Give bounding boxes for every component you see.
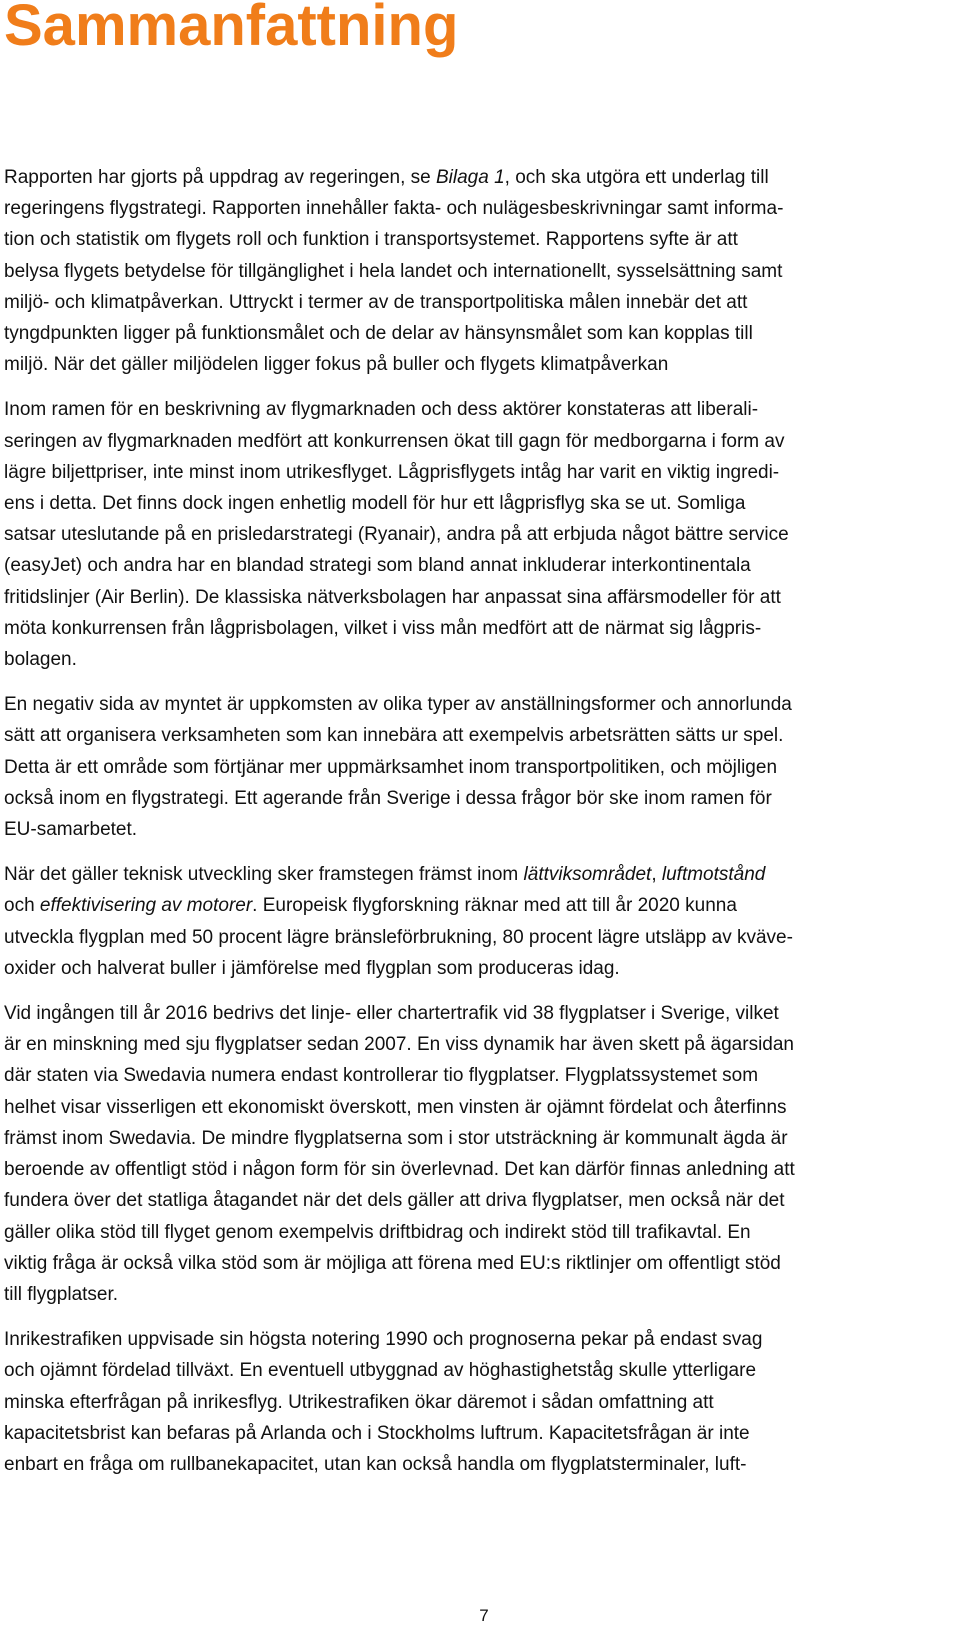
text-line (4, 953, 946, 984)
text-line (4, 349, 946, 380)
text-line (4, 814, 946, 845)
body-text (4, 162, 946, 1494)
text-line (4, 1418, 946, 1449)
text-run: gäller olika stöd till flyget genom exempelvis driftbidrag och indirekt stöd till trafikavtal. En (4, 1221, 751, 1243)
text-line (4, 1029, 946, 1060)
text-line (4, 256, 946, 287)
paragraph (4, 998, 946, 1310)
text-line (4, 193, 946, 224)
paragraph (4, 689, 946, 845)
text-run: där staten via Swedavia numera endast kontrollerar tio flygplatser. Flygplatssystemet som (4, 1065, 759, 1087)
text-run: En negativ sida av myntet är uppkomsten av olika typer av anställningsformer och annorlunda (4, 694, 792, 716)
text-line (4, 287, 946, 318)
text-line (4, 394, 946, 425)
text-line (4, 550, 946, 581)
text-run: till flygplatser. (4, 1283, 119, 1305)
text-line (4, 1060, 946, 1091)
page-title: Sammanfattning (4, 0, 459, 58)
text-line (4, 922, 946, 953)
text-run: EU-samarbetet. (4, 819, 138, 841)
text-run: Inom ramen för en beskrivning av flygmarknaden och dess aktörer konstateras att liberali- (4, 399, 759, 421)
text-run: (easyJet) och andra har en blandad strategi som bland annat inkluderar interkontinentala (4, 555, 751, 577)
text-line (4, 1279, 946, 1310)
text-run: miljö- och klimatpåverkan. Uttryckt i termer av de transportpolitiska målen innebär det att (4, 291, 748, 313)
text-line (4, 457, 946, 488)
text-run: , (651, 864, 662, 886)
text-run: fundera över det statliga åtagandet när det dels gäller att driva flygplatser, men också när det (4, 1190, 785, 1212)
text-line (4, 1217, 946, 1248)
italic-text: lättviksområdet (523, 864, 652, 886)
text-line (4, 1092, 946, 1123)
text-run: tyngdpunkten ligger på funktionsmålet och de delar av hänsynsmålet som kan kopplas till (4, 323, 753, 345)
paragraph (4, 859, 946, 984)
text-run: . Europeisk flygforskning räknar med att till år 2020 kunna (252, 895, 737, 917)
text-run: oxider och halverat buller i jämförelse med flygplan som produceras idag. (4, 957, 620, 979)
text-line (4, 689, 946, 720)
text-line (4, 613, 946, 644)
text-line (4, 1449, 946, 1480)
text-run: tion och statistik om flygets roll och funktion i transportsystemet. Rapportens syfte är att (4, 229, 738, 251)
text-run: möta konkurrensen från lågprisbolagen, vilket i viss mån medfört att de närmat sig lågpris- (4, 617, 762, 639)
text-line (4, 519, 946, 550)
page-number: 7 (479, 1606, 489, 1625)
text-line (4, 1185, 946, 1216)
text-line (4, 1123, 946, 1154)
text-run: viktig fråga är också vilka stöd som är möjliga att förena med EU:s riktlinjer om offentligt stöd (4, 1252, 781, 1274)
paragraph (4, 394, 946, 675)
text-line (4, 859, 946, 890)
text-line (4, 582, 946, 613)
text-line (4, 1324, 946, 1355)
text-line (4, 488, 946, 519)
text-run: enbart en fråga om rullbanekapacitet, utan kan också handla om flygplatsterminaler, luft- (4, 1453, 747, 1475)
text-run: kapacitetsbrist kan befaras på Arlanda och i Stockholms luftrum. Kapacitetsfrågan är inte (4, 1422, 750, 1444)
text-run: Vid ingången till år 2016 bedrivs det linje- eller chartertrafik vid 38 flygplatser i Sverige, vilket (4, 1003, 779, 1025)
text-line (4, 783, 946, 814)
text-run: helhet visar visserligen ett ekonomiskt överskott, men vinsten är ojämnt fördelat och återfinns (4, 1096, 787, 1118)
text-run: beroende av offentligt stöd i någon form för sin överlevnad. Det kan därför finnas anledning att (4, 1159, 795, 1181)
text-line (4, 1154, 946, 1185)
text-line (4, 318, 946, 349)
text-line (4, 890, 946, 921)
text-line (4, 644, 946, 675)
text-line (4, 1355, 946, 1386)
text-run: lägre biljettpriser, inte minst inom utrikesflyget. Lågprisflygets intåg har varit en viktig ingredi- (4, 461, 780, 483)
text-run: utveckla flygplan med 50 procent lägre bränsleförbrukning, 80 procent lägre utsläpp av kväve- (4, 926, 793, 948)
text-run: är en minskning med sju flygplatser sedan 2007. En viss dynamik har även skett på ägarsidan (4, 1034, 794, 1056)
italic-text: Bilaga 1 (436, 167, 505, 188)
text-run: Inrikestrafiken uppvisade sin högsta notering 1990 och prognoserna pekar på endast svag (4, 1329, 763, 1351)
text-run: sätt att organisera verksamheten som kan innebära att exempelvis arbetsrätten sätts ur spel. (4, 725, 784, 747)
italic-text: effektivisering av motorer (39, 895, 253, 917)
text-run: miljö. När det gäller miljödelen ligger fokus på buller och flygets klimatpåverkan (4, 354, 669, 376)
text-run: fritidslinjer (Air Berlin). De klassiska nätverksbolagen har anpassat sina affärsmodeller för att (4, 586, 781, 608)
text-run: belysa flygets betydelse för tillgänglighet i hela landet och internationellt, sysselsättning samt (4, 260, 783, 282)
text-line (4, 998, 946, 1029)
text-run: främst inom Swedavia. De mindre flygplatserna som i stor utsträckning är kommunalt ägda är (4, 1127, 788, 1149)
text-line (4, 1248, 946, 1279)
paragraph (4, 162, 946, 380)
text-line (4, 752, 946, 783)
text-run: seringen av flygmarknaden medfört att konkurrensen ökat till gagn för medborgarna i form av (4, 430, 785, 452)
text-line (4, 1387, 946, 1418)
paragraph (4, 1324, 946, 1480)
text-run: och ojämnt fördelad tillväxt. En eventuell utbyggnad av höghastighetståg skulle ytterligare (4, 1360, 757, 1382)
text-line (4, 162, 946, 193)
text-run: regeringens flygstrategi. Rapporten innehåller fakta- och nulägesbeskrivningar samt informa- (4, 198, 784, 220)
text-run: satsar uteslutande på en prisledarstrategi (Ryanair), andra på att erbjuda något bättre service (4, 524, 789, 546)
text-run: bolagen. (4, 649, 77, 671)
italic-text: luftmotstånd (661, 864, 766, 886)
text-run: minska efterfrågan på inrikesflyg. Utrikestrafiken ökar däremot i sådan omfattning att (4, 1391, 714, 1413)
text-line (4, 224, 946, 255)
text-run: Detta är ett område som förtjänar mer uppmärksamhet inom transportpolitiken, och möjligen (4, 756, 778, 778)
text-run: också inom en flygstrategi. Ett agerande från Sverige i dessa frågor bör ske inom ramen för (4, 787, 772, 809)
text-run: och (4, 895, 40, 917)
text-line (4, 426, 946, 457)
text-run: , och ska utgöra ett underlag till (504, 167, 769, 188)
text-run: Rapporten har gjorts på uppdrag av regeringen, se (4, 167, 436, 188)
text-run: När det gäller teknisk utveckling sker framstegen främst inom (4, 864, 524, 886)
text-line (4, 720, 946, 751)
text-run: ens i detta. Det finns dock ingen enhetlig modell för hur ett lågprisflyg ska se ut. Somliga (4, 493, 746, 515)
